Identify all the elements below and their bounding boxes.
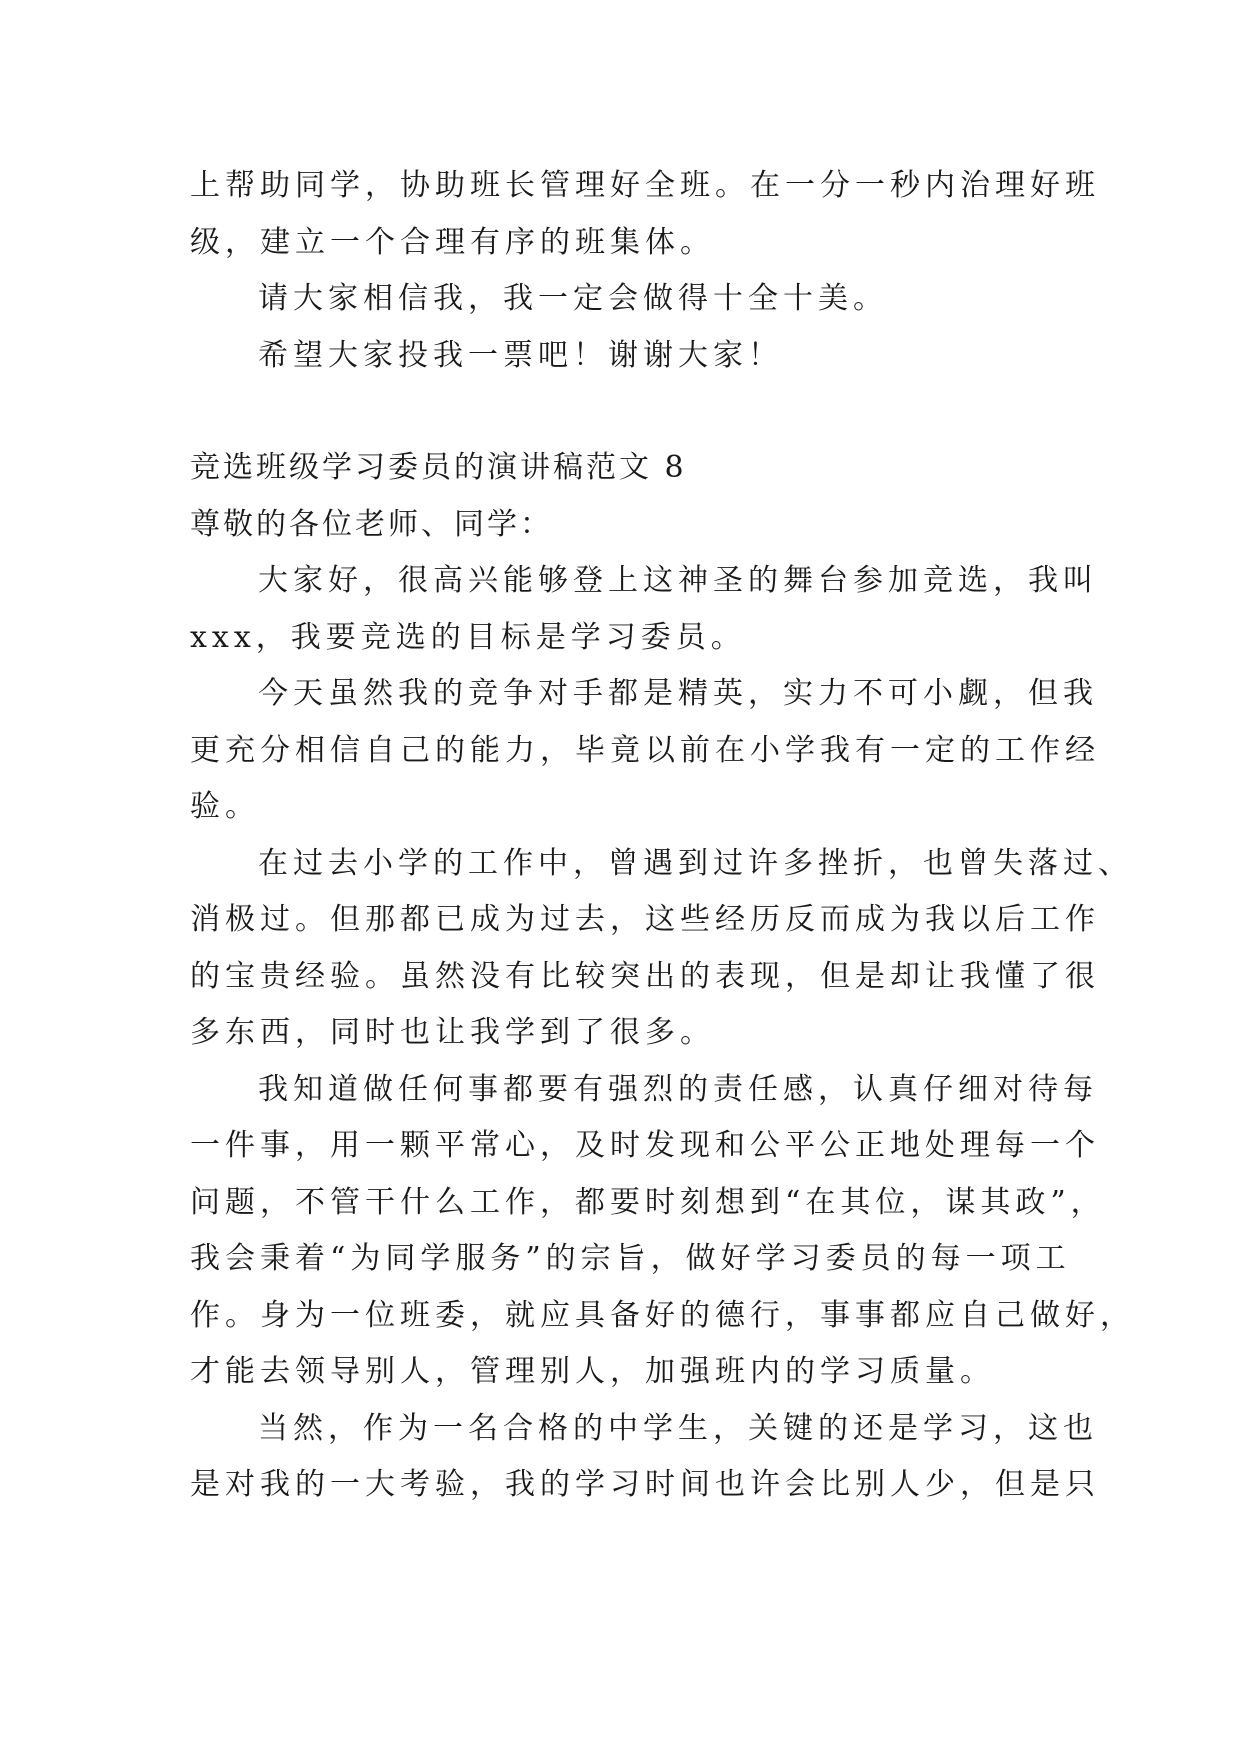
paragraph-line: 更充分相信自己的能力，毕竟以前在小学我有一定的工作经 [190,732,1100,768]
paragraph-line: 一件事，用一颗平常心，及时发现和公平公正地处理每一个 [190,1128,1100,1163]
paragraph-line: 我知道做任何事都要有强烈的责任感，认真仔细对待每 [258,1071,1098,1107]
section-title: 竞选班级学习委员的演讲稿范文 8 [190,450,687,485]
paragraph-line: 消极过。但那都已成为过去，这些经历反而成为我以后工作 [190,902,1100,937]
paragraph-line: 问题，不管干什么工作，都要时刻想到“在其位，谋其政”， [190,1184,1106,1220]
paragraph-line: 大家好，很高兴能够登上这神圣的舞台参加竞选，我叫 [258,563,1098,598]
paragraph-line: 在过去小学的工作中，曾遇到过许多挫折，也曾失落过、 [258,845,1133,881]
paragraph-line: 作。身为一位班委，就应具备好的德行，事事都应自己做好， [190,1297,1135,1333]
paragraph-line: 当然，作为一名合格的中学生，关键的还是学习，这也 [258,1410,1098,1446]
paragraph-line: 是对我的一大考验，我的学习时间也许会比别人少，但是只 [190,1467,1100,1502]
paragraph-line: 上帮助同学，协助班长管理好全班。在一分一秒内治理好班 [190,168,1100,203]
paragraph-line: 才能去领导别人，管理别人，加强班内的学习质量。 [190,1354,995,1389]
paragraph-line: 今天虽然我的竞争对手都是精英，实力不可小觑，但我 [258,676,1098,711]
paragraph-line: 希望大家投我一票吧！谢谢大家！ [258,337,783,373]
salutation: 尊敬的各位老师、同学： [190,506,553,542]
document-body [190,158,1135,1514]
paragraph-line: 级，建立一个合理有序的班集体。 [190,224,715,260]
paragraph-line: 的宝贵经验。虽然没有比较突出的表现，但是却让我懂了很 [190,958,1100,994]
paragraph-line: 我会秉着“为同学服务”的宗旨，做好学习委员的每一项工 [190,1241,1071,1276]
paragraph-line: 验。 [190,789,260,824]
section-spacer [190,384,1060,440]
paragraph-line: xxx，我要竞选的目标是学习委员。 [190,619,746,655]
paragraph-line: 请大家相信我，我一定会做得十全十美。 [258,281,888,316]
paragraph-line: 多东西，同时也让我学到了很多。 [190,1015,715,1050]
